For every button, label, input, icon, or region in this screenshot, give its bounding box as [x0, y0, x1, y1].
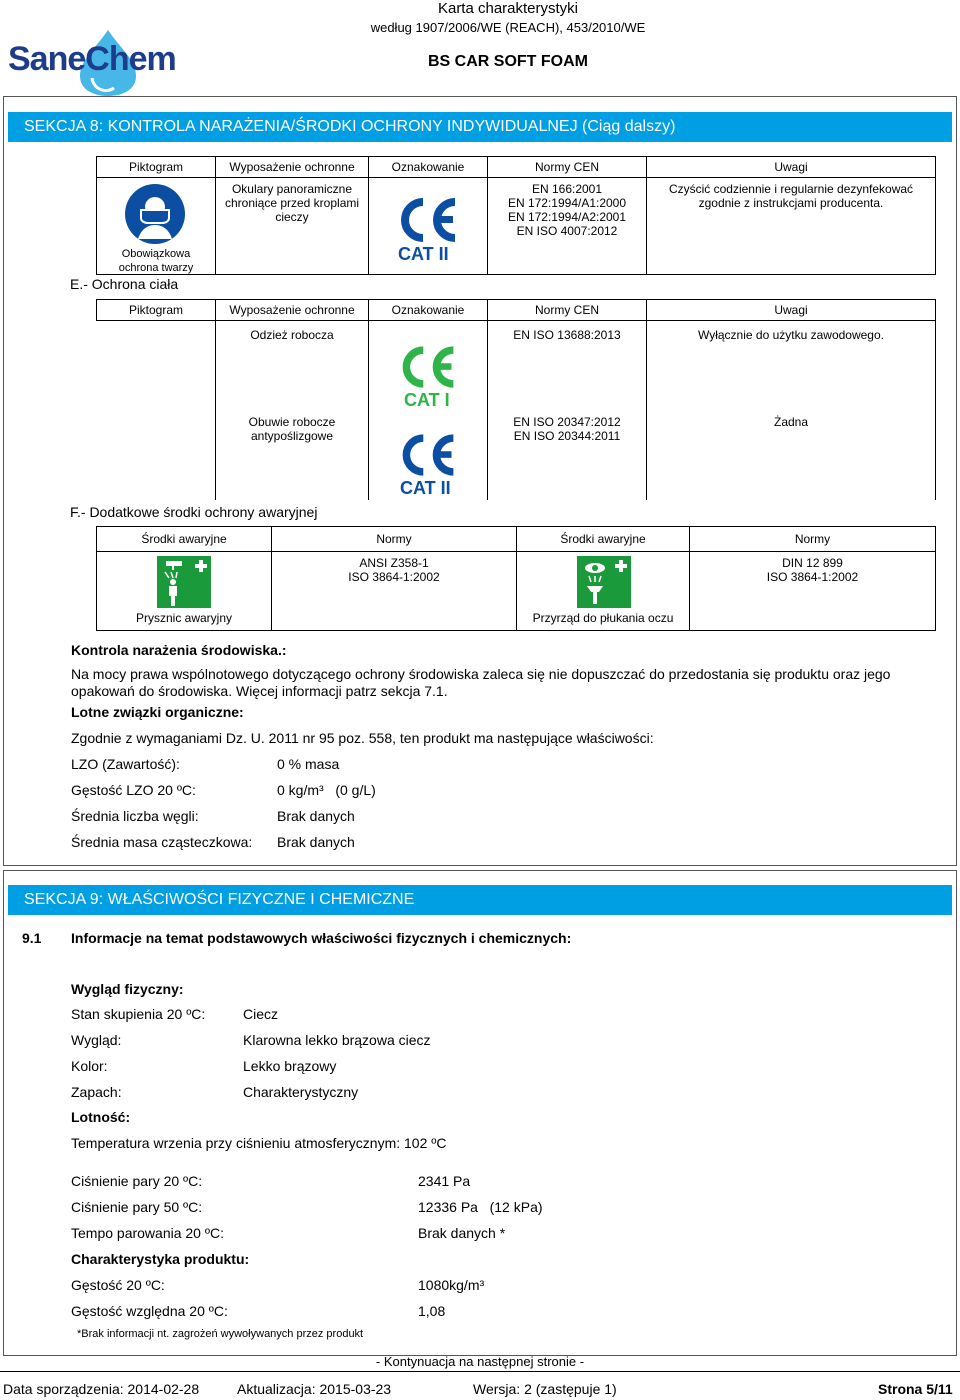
app-v1: Ciecz [243, 1006, 279, 1022]
face-equipment: Okulary panoramiczne chroniące przed kroplami cieczy [224, 182, 360, 224]
app-k1: Stan skupienia 20 ºC: [71, 1006, 206, 1022]
eth-1: Środki awaryjne [96, 526, 272, 552]
env-text: Na mocy prawa wspólnotowego dotyczącego ochrony środowiska zaleca się nie dopuszczać do przedostania się produktu oraz jego opakowań do środowiska. Więcej informacji patrz sekcja 7.1. [71, 666, 891, 699]
emerg-norm-1b: ISO 3864-1:2002 [348, 570, 440, 584]
face-remarks: Czyścić codziennie i regularnie dezynfekować zgodnie z instrukcjami producenta. [668, 182, 914, 210]
footnote: *Brak informacji nt. zagrożeń wywoływanych przez produkt [77, 1328, 364, 1340]
emergency-shower-icon [157, 556, 211, 608]
voc-text: Zgodnie z wymaganiami Dz. U. 2011 nr 95 poz. 558, ten produkt ma następujące właściwości: [71, 730, 654, 746]
voc-k2: Gęstość LZO 20 ºC: [71, 782, 196, 798]
app-k4: Zapach: [71, 1084, 122, 1100]
body-grid-line [487, 320, 488, 500]
voc-v3: Brak danych [277, 808, 355, 824]
face-cat-label: CAT II [398, 244, 449, 264]
brand-name: SaneChem [8, 40, 176, 78]
vol-k2: Ciśnienie pary 50 ºC: [71, 1199, 203, 1215]
face-norm-1: EN 166:2001 [531, 182, 603, 196]
body-cat-1: CAT I [404, 390, 450, 410]
sub-number: 9.1 [22, 930, 42, 946]
section8-title: SEKCJA 8: KONTROLA NARAŻENIA/ŚRODKI OCHRONY INDYWIDUALNEJ (Ciąg dalszy) [8, 112, 952, 142]
section9-title: SEKCJA 9: WŁAŚCIWOŚCI FIZYCZNE I CHEMICZNE [8, 885, 952, 915]
body-grid [215, 320, 216, 500]
doc-title: Karta charakterystyki [437, 0, 579, 17]
vol-k3: Tempo parowania 20 ºC: [71, 1225, 224, 1241]
th-pictogram: Piktogram [96, 156, 216, 178]
footer-line [0, 1371, 960, 1372]
th2-equipment: Wyposażenie ochronne [215, 299, 369, 321]
body-norm-2a: EN ISO 20347:2012 [513, 415, 621, 429]
emerg-norm-2a: DIN 12 899 [782, 556, 843, 570]
ce-mark-green-icon [397, 344, 459, 390]
voc-v2: 0 kg/m³ (0 g/L) [277, 782, 376, 798]
appearance-title: Wygląd fizyczny: [71, 981, 184, 997]
vol-v2: 12336 Pa (12 kPa) [418, 1199, 543, 1215]
vol-v1: 2341 Pa [418, 1173, 471, 1189]
emergency-title: F.- Dodatkowe środki ochrony awaryjnej [70, 504, 318, 520]
char-v1: 1080kg/m³ [418, 1277, 485, 1293]
product-name: BS CAR SOFT FOAM [428, 53, 588, 70]
th-marking: Oznakowanie [368, 156, 488, 178]
app-k3: Kolor: [71, 1058, 108, 1074]
char-title: Charakterystyka produktu: [71, 1251, 250, 1267]
char-k2: Gęstość względna 20 ºC: [71, 1303, 228, 1319]
doc-regulation: według 1907/2006/WE (REACH), 453/2010/WE [370, 20, 646, 35]
boiling-point: Temperatura wrzenia przy ciśnieniu atmosferycznym: 102 ºC [71, 1135, 447, 1151]
face-pict-label: Obowiązkowa ochrona twarzy [118, 248, 194, 274]
app-v2: Klarowna lekko brązowa ciecz [243, 1032, 431, 1048]
body-grid-line [935, 320, 936, 500]
env-title: Kontrola narażenia środowiska.: [71, 642, 287, 658]
th2-cen: Normy CEN [487, 299, 647, 321]
th-remarks: Uwagi [646, 156, 936, 178]
th-cen: Normy CEN [487, 156, 647, 178]
app-v3: Lekko brązowy [243, 1058, 337, 1074]
sub-title: Informacje na temat podstawowych właściwości fizycznych i chemicznych: [71, 930, 572, 946]
body-norm-1: EN ISO 13688:2013 [513, 328, 621, 342]
th2-pictogram: Piktogram [96, 299, 216, 321]
voc-title: Lotne związki organiczne: [71, 704, 244, 720]
ce-mark-icon [395, 196, 461, 244]
voc-v1: 0 % masa [277, 756, 340, 772]
body-eq-2: Obuwie robocze antypoślizgowe [248, 415, 336, 443]
emerg-norm-1a: ANSI Z358-1 [359, 556, 429, 570]
voc-k4: Średnia masa cząsteczkowa: [71, 834, 253, 850]
face-norm-2: EN 172:1994/A1:2000 [507, 196, 627, 210]
body-grid-line [646, 320, 647, 500]
volatility-title: Lotność: [71, 1109, 131, 1125]
footer-updated: Aktualizacja: 2015-03-23 [237, 1381, 392, 1397]
emerg-label-1: Prysznic awaryjny [135, 611, 233, 625]
eth-4: Normy [689, 526, 936, 552]
footer-page: Strona 5/11 [878, 1381, 953, 1397]
footer-created: Data sporządzenia: 2014-02-28 [3, 1381, 200, 1397]
face-shield-icon [124, 183, 186, 245]
body-cat-2: CAT II [400, 478, 451, 498]
th-equipment: Wyposażenie ochronne [215, 156, 369, 178]
face-norm-3: EN 172:1994/A2:2001 [507, 210, 627, 224]
body-grid-line [368, 320, 369, 500]
brand-logo [8, 26, 208, 96]
continuation-note: - Kontynuacja na następnej stronie - [375, 1354, 585, 1369]
eth-3: Środki awaryjne [516, 526, 690, 552]
vol-k1: Ciśnienie pary 20 ºC: [71, 1173, 203, 1189]
eyewash-icon [577, 556, 631, 608]
body-norm-2b: EN ISO 20344:2011 [513, 429, 621, 443]
eth-2: Normy [271, 526, 517, 552]
vol-v3: Brak danych * [418, 1225, 506, 1241]
app-k2: Wygląd: [71, 1032, 122, 1048]
char-v2: 1,08 [418, 1303, 446, 1319]
char-k1: Gęstość 20 ºC: [71, 1277, 165, 1293]
voc-k3: Średnia liczba węgli: [71, 808, 199, 824]
emerg-label-2: Przyrząd do płukania oczu [532, 611, 674, 625]
body-rem-2: Żadna [773, 415, 809, 429]
footer-version: Wersja: 2 (zastępuje 1) [473, 1381, 617, 1397]
face-norm-4: EN ISO 4007:2012 [516, 224, 618, 238]
body-eq-1: Odzież robocza [250, 328, 334, 342]
body-protection-title: E.- Ochrona ciała [70, 276, 179, 292]
app-v4: Charakterystyczny [243, 1084, 359, 1100]
ce-mark-icon-2 [397, 432, 459, 478]
th2-marking: Oznakowanie [368, 299, 488, 321]
emerg-norm-2b: ISO 3864-1:2002 [766, 570, 859, 584]
th2-remarks: Uwagi [646, 299, 936, 321]
voc-k1: LZO (Zawartość): [71, 756, 180, 772]
voc-v4: Brak danych [277, 834, 355, 850]
body-rem-1: Wyłącznie do użytku zawodowego. [698, 328, 884, 342]
